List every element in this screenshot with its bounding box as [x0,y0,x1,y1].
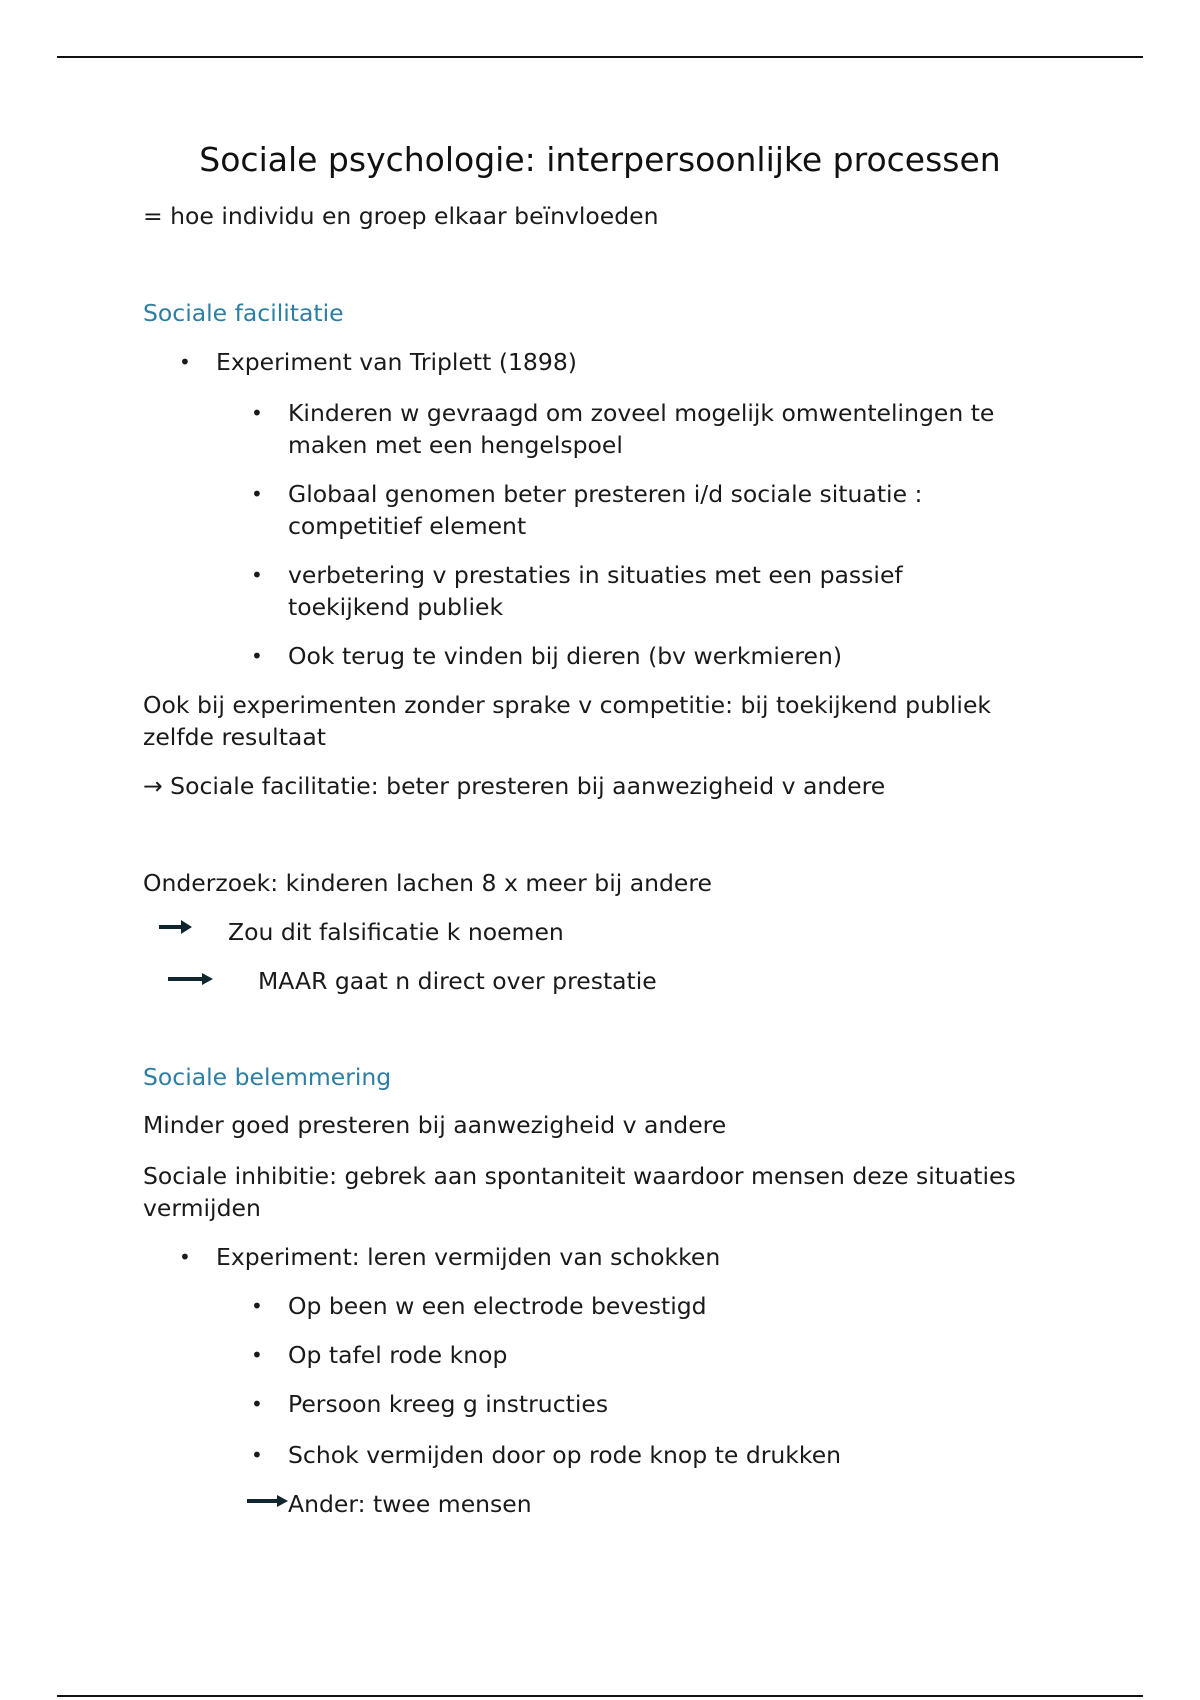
onderzoek-text: Onderzoek: kinderen lachen 8 x meer bij andere [143,869,712,897]
list-item: Op tafel rode knop [288,1341,508,1369]
bullet-icon: • [251,482,263,506]
bullet-icon: • [251,1294,263,1318]
bottom-rule [57,1695,1143,1697]
bullet-icon: • [251,644,263,668]
experiment-triplett: Experiment van Triplett (1898) [216,348,577,376]
bullet-icon: • [251,1392,263,1416]
top-rule [57,56,1143,58]
list-item-continuation: competitief element [288,512,527,540]
arrow-note-falsificatie: Zou dit falsificatie k noemen [228,918,564,946]
list-item: Op been w een electrode bevestigd [288,1292,707,1320]
page-title: Sociale psychologie: interpersoonlijke processen [199,140,1001,179]
list-item: Schok vermijden door op rode knop te drukken [288,1441,842,1469]
heading-sociale-facilitatie: Sociale facilitatie [143,299,344,327]
experiment-schokken: Experiment: leren vermijden van schokken [216,1243,721,1271]
inhibitie-text: Sociale inhibitie: gebrek aan spontaniteit waardoor mensen deze situaties [143,1162,1016,1190]
list-item: Persoon kreeg g instructies [288,1390,609,1418]
paragraph-competitie-continuation: zelfde resultaat [143,723,326,751]
arrow-note-prestatie: MAAR gaat n direct over prestatie [258,967,657,995]
long-right-arrow-icon [247,1492,289,1510]
list-item: verbetering v prestaties in situaties met een passief [288,561,903,589]
intro-text: = hoe individu en groep elkaar beïnvloeden [143,202,659,230]
list-item: Kinderen w gevraagd om zoveel mogelijk omwentelingen te [288,399,995,427]
bullet-icon: • [179,350,191,374]
list-item-continuation: maken met een hengelspoel [288,431,623,459]
bullet-icon: • [251,1343,263,1367]
bullet-icon: • [179,1245,191,1269]
arrow-note-twee-mensen: Ander: twee mensen [288,1490,532,1518]
belemmering-definition: Minder goed presteren bij aanwezigheid v andere [143,1111,727,1139]
list-item: Ook terug te vinden bij dieren (bv werkmieren) [288,642,843,670]
list-item-continuation: toekijkend publiek [288,593,504,621]
list-item: Globaal genomen beter presteren i/d sociale situatie : [288,480,923,508]
heading-sociale-belemmering: Sociale belemmering [143,1063,392,1091]
bullet-icon: • [251,1443,263,1467]
paragraph-competitie: Ook bij experimenten zonder sprake v competitie: bij toekijkend publiek [143,691,992,719]
conclusion-text: → Sociale facilitatie: beter presteren bij aanwezigheid v andere [143,772,886,800]
bullet-icon: • [251,563,263,587]
bullet-icon: • [251,401,263,425]
long-right-arrow-icon [168,970,214,988]
right-arrow-icon [159,918,193,936]
inhibitie-text-continuation: vermijden [143,1194,261,1222]
